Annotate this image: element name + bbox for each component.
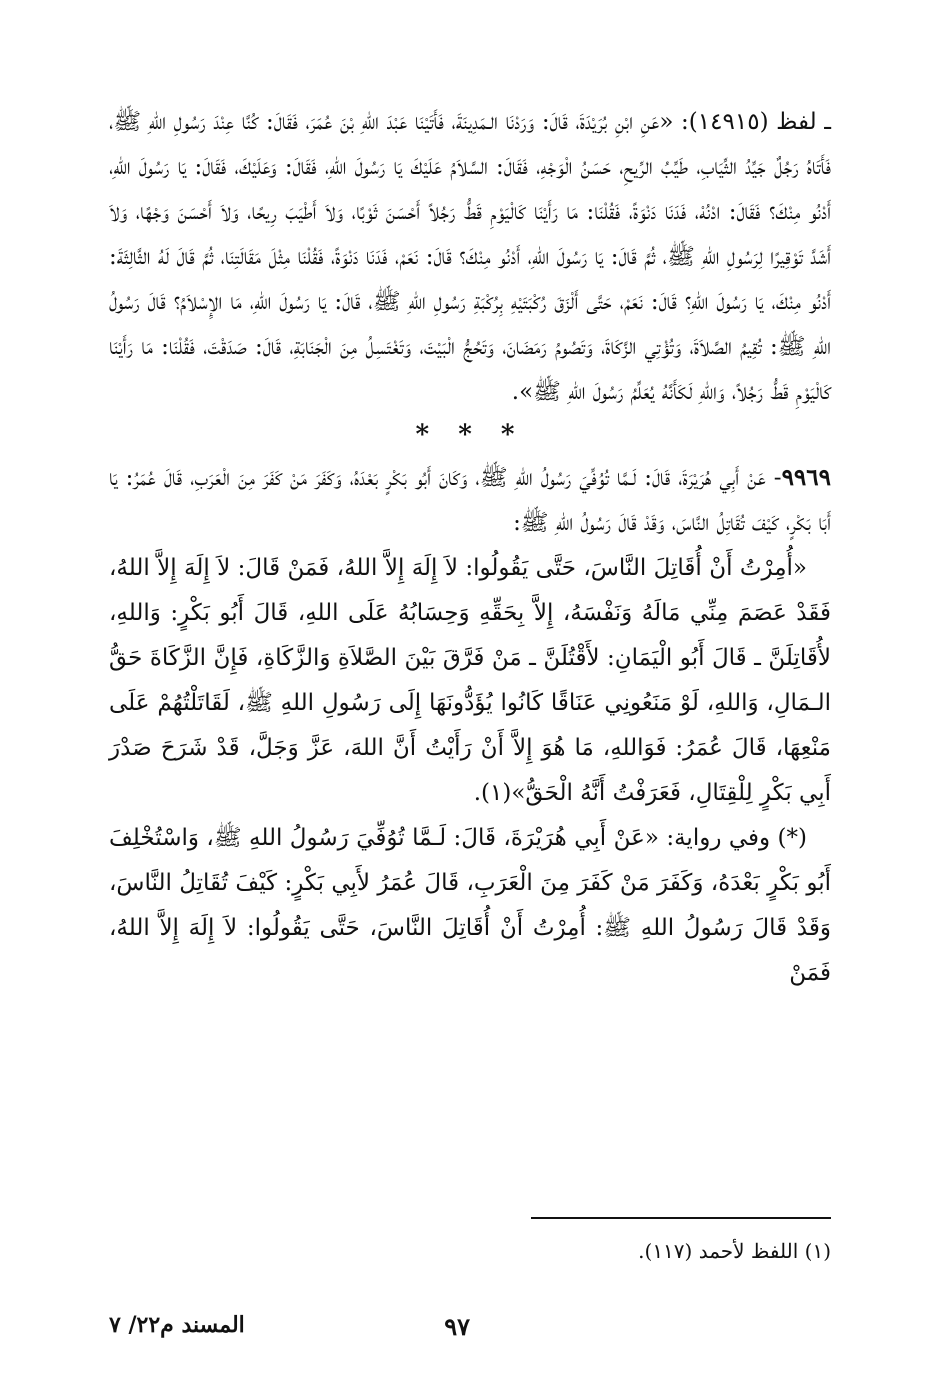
section-separator: * * * (415, 420, 525, 450)
hadith-quote: «أُمِرْتُ أَنْ أُقَاتِلَ النَّاسَ، حَتَّى يَقُولُوا: لاَ إِلَهَ إِلاَّ اللهُ، فَمَنْ قَالَ: لاَ إِلَهَ إِلاَّ اللهُ، فَقَدْ عَصَمَ مِنِّي مَالَهُ وَنَفْسَهُ، إِلاَّ بِحَقِّهِ وَحِسَابُهُ عَلَى اللهِ، قَالَ أَبُو بَكْرٍ: وَاللهِ، لأُقَاتِلَنَّ ـ قَالَ أَبُو الْيَمَانِ: لأَقْتُلَنَّ ـ مَنْ فَرَّقَ بَيْنَ الصَّلاَةِ وَالزَّكَاةِ، فَإِنَّ الزَّكَاةَ حَقُّ الـمَالِ، وَاللهِ، لَوْ مَنَعُونِي عَنَاقًا كَانُوا يُؤَدُّونَهَا إِلَى رَسُولِ اللهِ ﷺ، لَقَاتَلْتُهُمْ عَلَى مَنْعِهَا، قَالَ عُمَرُ: فَوَاللهِ، مَا هُوَ إِلاَّ أَنْ رَأَيْتُ أَنَّ اللهَ، عَزَّ وَجَلَّ، قَدْ شَرَحَ صَدْرَ أَبِي بَكْرٍ لِلْقِتَالِ، فَعَرَفْتُ أَنَّهُ الْحَقُّ»(١). (109, 555, 831, 806)
page-body (109, 100, 831, 996)
page-footer: ٩٧ المسند م٢٢/ ٧ (109, 1312, 470, 1341)
hadith-variant: (*) وفي رواية: «عَنْ أَبِي هُرَيْرَةَ، قَالَ: لَـمَّا تُوُفِّيَ رَسُولُ اللهِ ﷺ، وَاسْتُخْلِفَ أَبُو بَكْرٍ بَعْدَهُ، وَكَفَرَ مَنْ كَفَرَ مِنَ الْعَرَبِ، قَالَ عُمَرُ لأَبِي بَكْرٍ: كَيْفَ تُقَاتِلُ النَّاسَ، وَقَدْ قَالَ رَسُولُ اللهِ ﷺ: أُمِرْتُ أَنْ أُقَاتِلَ النَّاسَ، حَتَّى يَقُولُوا: لاَ إِلَهَ إِلاَّ اللهُ، فَمَنْ (109, 825, 831, 986)
hadith-number: ٩٩٦٩ (781, 464, 831, 491)
footnote: (١) اللفظ لأحمد (١١٧). (638, 1239, 831, 1263)
hadith-paragraph: ـ لفظ (١٤٩١٥): «عَنِ ابْنِ بُرَيْدَةَ، قَالَ: وَرَدْنَا الـمَدِينَةَ، فَأَتَيْنَا عَبْدَ اللهِ بْنَ عُمَرَ، فَقَالَ: كُنَّا عِنْدَ رَسُولِ اللهِ ﷺ، فَأَتَاهُ رَجُلٌ جَيِّدُ الثِّيَابِ، طَيِّبُ الرِّيحِ، حَسَنُ الْوَجْهِ، فَقَالَ: السَّلاَمُ عَلَيْكَ يَا رَسُولَ اللهِ، فَقَالَ: وَعَلَيْكَ، فَقَالَ: يَا رَسُولَ اللهِ، أَدْنُو مِنْكَ؟ فَقَالَ: ادْنُهْ، فَدَنَا دَنْوَةً، فَقُلْنَا: مَا رَأَيْنَا كَالْيَوْمِ قَطُّ رَجُلاً أَحْسَنَ ثَوْبًا، وَلاَ أَطْيَبَ رِيحًا، وَلاَ أَحْسَنَ وَجْهًا، وَلاَ أَشَدَّ تَوْقِيرًا لِرَسُولِ اللهِ ﷺ، ثُمَّ قَالَ: يَا رَسُولَ اللهِ، أَدْنُو مِنْكَ؟ قَالَ: نَعَمْ، فَدَنَا دَنْوَةً، فَقُلْنَا مِثْلَ مَقَالَتِنَا، ثُمَّ قَالَ لَهُ الثَّالِثَةَ: أَدْنُو مِنْكَ، يَا رَسُولَ اللهِ؟ قَالَ: نَعَمْ، حَتَّى أَلْزَقَ رُكْبَتَيْهِ بِرُكْبَةِ رَسُولِ اللهِ ﷺ، قَالَ: يَا رَسُولَ اللهِ، مَا الإِسْلاَمُ؟ قَالَ رَسُولُ اللهِ ﷺ: تُقِيمُ الصَّلاَةَ، وَتُؤْتِي الزَّكَاةَ، وَتَصُومُ رَمَضَانَ، وَتَحُجُّ الْبَيْتَ، وَتَغْتَسِلُ مِنَ الْجَنَابَةِ، قَالَ: صَدَقْتَ، فَقُلْنَا: مَا رَأَيْنَا كَالْيَوْمِ قَطُّ رَجُلاً، وَاللهِ لَكَأَنَّهُ يُعَلِّمُ رَسُولَ اللهِ ﷺ». (109, 109, 832, 405)
volume-signature: المسند م٢٢/ ٧ (109, 1312, 245, 1338)
footnote-divider (531, 1217, 831, 1219)
hadith-block-2 (109, 455, 831, 996)
hadith-intro-paragraph (109, 455, 831, 546)
hadith-intro: - عَنْ أَبِي هُرَيْرَةَ، قَالَ: لَـمَّا تُوُفِّيَ رَسُولُ اللهِ ﷺ، وَكَانَ أَبُو بَكْرٍ بَعْدَهُ، وَكَفَرَ مَنْ كَفَرَ مِنَ الْعَرَبِ، قَالَ عُمَرُ: يَا أَبَا بَكْرٍ، كَيْفَ تُقَاتِلُ النَّاسَ، وَقَدْ قَالَ رَسُولُ اللهِ ﷺ: (109, 465, 831, 536)
hadith-block-1 (109, 100, 831, 415)
